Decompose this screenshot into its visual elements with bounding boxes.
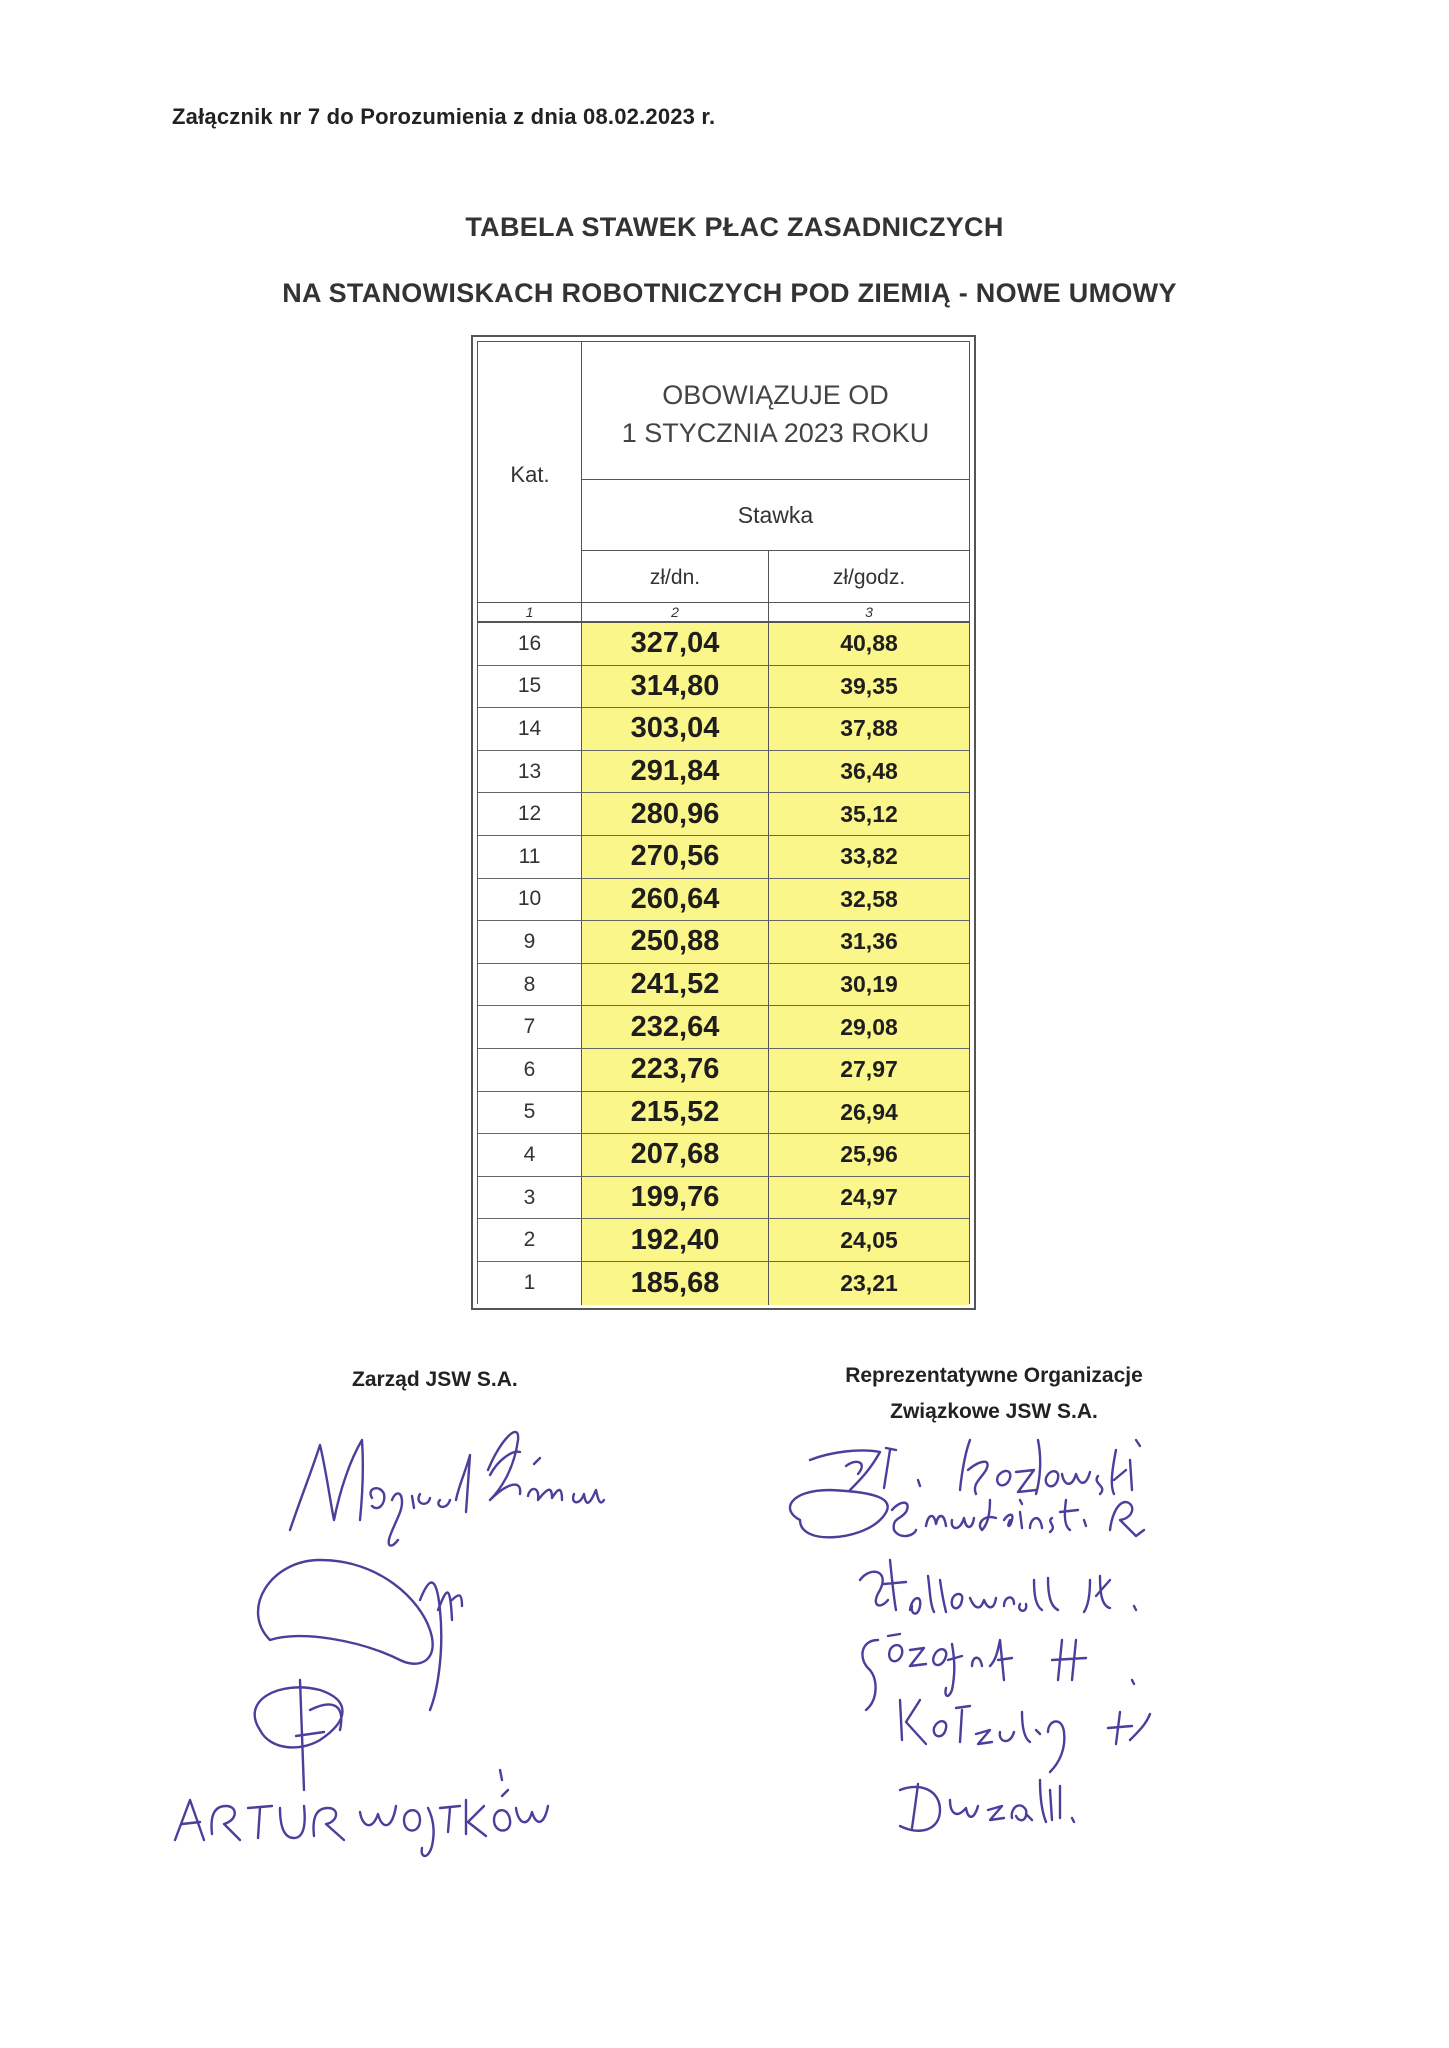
category-cell: 10 — [478, 879, 582, 921]
table-row — [478, 751, 969, 794]
table-row — [478, 921, 969, 964]
trade-unions-caption-line1: Reprezentatywne Organizacje — [845, 1364, 1143, 1387]
daily-rate-cell: 270,56 — [582, 836, 769, 878]
document-title-line1: TABELA STAWEK PŁAC ZASADNICZYCH — [465, 212, 1004, 242]
category-cell: 3 — [478, 1177, 582, 1219]
daily-rate-cell: 232,64 — [582, 1006, 769, 1048]
daily-rate-cell: 250,88 — [582, 921, 769, 963]
table-row — [478, 1006, 969, 1049]
category-cell: 7 — [478, 1006, 582, 1048]
table-row — [478, 793, 969, 836]
signature-right-5 — [900, 1700, 1150, 1772]
document-title-line2: NA STANOWISKACH ROBOTNICZYCH POD ZIEMIĄ - NOWE UMOWY — [282, 278, 1177, 308]
category-cell: 9 — [478, 921, 582, 963]
daily-rate-cell: 215,52 — [582, 1092, 769, 1134]
trade-unions-caption — [814, 1358, 1174, 1430]
signature-right-4 — [862, 1634, 1134, 1710]
daily-rate-cell: 241,52 — [582, 964, 769, 1006]
trade-unions-caption-line2: Związkowe JSW S.A. — [890, 1400, 1098, 1423]
category-cell: 2 — [478, 1219, 582, 1261]
category-cell: 14 — [478, 708, 582, 750]
table-row — [478, 1177, 969, 1220]
daily-rate-cell: 223,76 — [582, 1049, 769, 1091]
signature-right-2 — [790, 1490, 1144, 1537]
hourly-rate-cell: 31,36 — [769, 921, 969, 963]
signature-left-2 — [258, 1560, 462, 1710]
daily-rate-cell: 280,96 — [582, 793, 769, 835]
category-cell: 5 — [478, 1092, 582, 1134]
table-row — [478, 879, 969, 922]
table-row — [478, 623, 969, 666]
hourly-rate-cell: 32,58 — [769, 879, 969, 921]
hourly-rate-cell: 39,35 — [769, 666, 969, 708]
annex-reference: Załącznik nr 7 do Porozumienia z dnia 08.02.2023 r. — [172, 104, 716, 129]
hourly-rate-cell: 24,05 — [769, 1219, 969, 1261]
signature-left-3 — [255, 1680, 343, 1790]
category-cell: 4 — [478, 1134, 582, 1176]
wage-rate-table-frame — [477, 341, 970, 1304]
hourly-rate-cell: 35,12 — [769, 793, 969, 835]
column-number: 3 — [865, 604, 873, 620]
category-header-cell — [478, 342, 582, 602]
category-cell: 1 — [478, 1262, 582, 1305]
daily-rate-cell: 260,64 — [582, 879, 769, 921]
wage-rate-table — [471, 335, 976, 1310]
table-row — [478, 666, 969, 709]
hourly-rate-cell: 27,97 — [769, 1049, 969, 1091]
hourly-rate-cell: 23,21 — [769, 1262, 969, 1305]
daily-rate-cell: 199,76 — [582, 1177, 769, 1219]
hourly-rate-cell: 33,82 — [769, 836, 969, 878]
table-body — [478, 623, 969, 1305]
daily-rate-cell: 192,40 — [582, 1219, 769, 1261]
table-row — [478, 1219, 969, 1262]
table-row — [478, 708, 969, 751]
category-cell: 6 — [478, 1049, 582, 1091]
category-cell: 11 — [478, 836, 582, 878]
category-cell: 8 — [478, 964, 582, 1006]
table-row — [478, 964, 969, 1007]
category-cell: 15 — [478, 666, 582, 708]
daily-rate-cell: 303,04 — [582, 708, 769, 750]
signature-right-3 — [860, 1560, 1136, 1614]
hourly-rate-cell: 25,96 — [769, 1134, 969, 1176]
rate-header: Stawka — [582, 480, 969, 551]
hourly-rate-cell: 29,08 — [769, 1006, 969, 1048]
hourly-rate-cell: 36,48 — [769, 751, 969, 793]
hourly-rate-cell: 37,88 — [769, 708, 969, 750]
table-row — [478, 1049, 969, 1092]
signature-right-6 — [900, 1780, 1074, 1831]
signature-left-4 — [175, 1770, 548, 1856]
category-header-label: Kat. — [510, 462, 550, 487]
daily-rate-cell: 291,84 — [582, 751, 769, 793]
hourly-rate-cell: 26,94 — [769, 1092, 969, 1134]
unit-header-per-day: zł/dn. — [582, 550, 769, 602]
hourly-rate-cell: 24,97 — [769, 1177, 969, 1219]
daily-rate-cell: 207,68 — [582, 1134, 769, 1176]
hourly-rate-cell: 30,19 — [769, 964, 969, 1006]
column-number: 2 — [582, 603, 769, 621]
category-cell: 16 — [478, 623, 582, 665]
column-number-row — [478, 602, 969, 623]
management-board-caption: Zarząd JSW S.A. — [352, 1368, 518, 1391]
table-row — [478, 1134, 969, 1177]
daily-rate-cell: 185,68 — [582, 1262, 769, 1305]
daily-rate-cell: 327,04 — [582, 623, 769, 665]
signature-left-1 — [290, 1432, 604, 1546]
table-row — [478, 1092, 969, 1135]
daily-rate-cell: 314,80 — [582, 666, 769, 708]
column-number: 1 — [478, 603, 582, 621]
signature-right-1 — [810, 1440, 1140, 1494]
table-row — [478, 836, 969, 879]
unit-header-per-hour: zł/godz. — [832, 566, 906, 589]
category-cell: 12 — [478, 793, 582, 835]
validity-header-line1: OBOWIĄZUJE OD — [662, 380, 889, 410]
table-row — [478, 1262, 969, 1305]
validity-header-line2: 1 STYCZNIA 2023 ROKU — [621, 418, 930, 448]
hourly-rate-cell: 40,88 — [769, 623, 969, 665]
category-cell: 13 — [478, 751, 582, 793]
validity-header — [582, 342, 969, 480]
